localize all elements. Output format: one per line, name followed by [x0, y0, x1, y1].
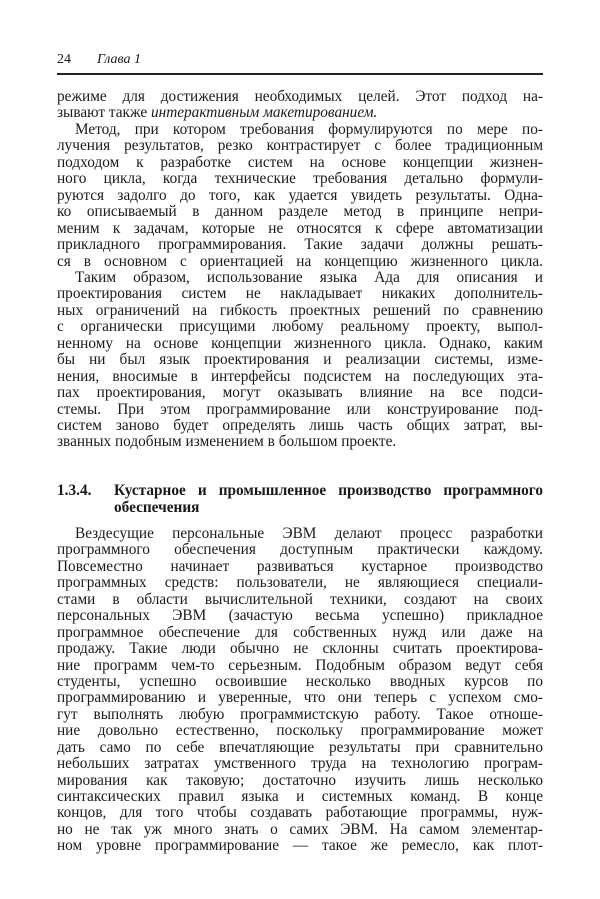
text-line: ние довольно естественно, поскольку программирование может	[57, 722, 543, 740]
text-line: ние программ чем-то серьезным. Подобным образом ведут себя	[57, 656, 543, 674]
text-line: Таким образом, использование языка Ада для описания и	[75, 269, 543, 286]
chapter-title: Глава 1	[97, 52, 141, 67]
section-heading	[57, 482, 543, 516]
text-line: студенты, успешно освоившие несколько вводных курсов по	[57, 672, 543, 690]
text-line: стами в области вычислительной техники, создают на своих	[57, 590, 543, 608]
header-rule	[57, 73, 543, 75]
page-number: 24	[57, 52, 71, 67]
text-line: бы ни был язык проектирования и реализации системы, изме-	[57, 351, 543, 369]
text-line: ко описываемый в данном разделе метод в принципе непри-	[57, 203, 543, 221]
text-line: званных подобным изменением в большом проекте.	[57, 433, 397, 451]
text-line: мирования как таковую; достаточно изучить лишь несколько	[57, 771, 543, 789]
text-line: небольших затратах умственного труда на технологию програм-	[57, 755, 543, 773]
text-line: программного обеспечения доступным практически каждому.	[57, 541, 543, 559]
text-line: но не так уж много знать о самих ЭВМ. На самом элементар-	[57, 820, 543, 838]
text-line: дать само по себе впечатляющие результаты при сравнительно	[57, 738, 543, 756]
text-line: пах проектирования, могут оказывать влияние на все подси-	[57, 384, 543, 402]
paragraph-2	[57, 122, 543, 270]
text-line: Метод, при котором требования формулируются по мере по-	[75, 121, 543, 138]
text-line	[57, 105, 543, 121]
emphasized-term: интерактивным макетированием.	[150, 104, 378, 122]
text-line: программное обеспечение для собственных нужд или даже на	[57, 623, 543, 641]
text-line: синтаксических правил языка и системных команд. В конце	[57, 788, 543, 805]
text-line: концов, для того чтобы создавать работающие программы, нуж-	[57, 804, 543, 822]
section-title-line: Кустарное и промышленное производство программного	[114, 482, 543, 499]
text-line: программированию и уверенные, что они теперь с успехом смо-	[57, 689, 543, 707]
text-line: руются задолго до того, как удается увидеть результаты. Одна-	[57, 186, 543, 204]
text-line: стемы. При этом программирование или конструирование под-	[57, 400, 543, 418]
text-line: систем заново будет определять лишь часть общих затрат, вы-	[57, 416, 543, 434]
paragraph-1	[57, 89, 543, 122]
text-line: продажу. Такие люди обычно не склонны считать проектирова-	[57, 640, 543, 658]
text-line: Вездесущие персональные ЭВМ делают процесс разработки	[75, 525, 543, 542]
text-line: программных средств: пользователи, не являющиеся специали-	[57, 574, 543, 592]
text-line: ных ограничений на гибкость проектных решений по сравнению	[57, 301, 543, 319]
text-line: персональных ЭВМ (зачастую весьма успешно) прикладное	[57, 607, 543, 625]
text-line: Повсеместно начинает развиваться кустарное производство	[57, 557, 543, 575]
text-span: зывают также	[57, 104, 151, 122]
section-title-line: обеспечения	[114, 499, 200, 516]
text-line: лучения результатов, резко контрастирует с более традиционным	[57, 137, 543, 155]
text-line: подходом к разработке систем на основе концепции жизнен-	[57, 153, 543, 171]
text-line: ном уровне программирование — такое же ремесло, как плот-	[57, 837, 543, 855]
paragraph-3	[57, 270, 543, 451]
text-line: меним к задачам, которые не относятся к сфере автоматизации	[57, 219, 543, 237]
text-line: ного цикла, когда технические требования детально формули-	[57, 170, 543, 188]
text-line: прикладного программирования. Такие задачи должны решать-	[57, 236, 543, 254]
text-line: нения, вносимые в интерфейсы подсистем на последующих эта-	[57, 367, 543, 385]
text-line: ненному на основе концепции жизненного цикла. Однако, каким	[57, 334, 543, 352]
section-number: 1.3.4.	[57, 482, 92, 499]
text-line: режиме для достижения необходимых целей. Этот подход на-	[57, 88, 543, 105]
text-line: ся в основном с ориентацией на концепцию жизненного цикла.	[57, 252, 543, 270]
text-line: проектирования систем не накладывает никаких дополнитель-	[57, 285, 543, 303]
text-line: с органически присущими любому реальному проекту, выпол-	[57, 318, 543, 336]
paragraph-4	[57, 526, 543, 855]
text-line: гут выполнять любую программистскую работу. Такое отноше-	[57, 705, 543, 723]
